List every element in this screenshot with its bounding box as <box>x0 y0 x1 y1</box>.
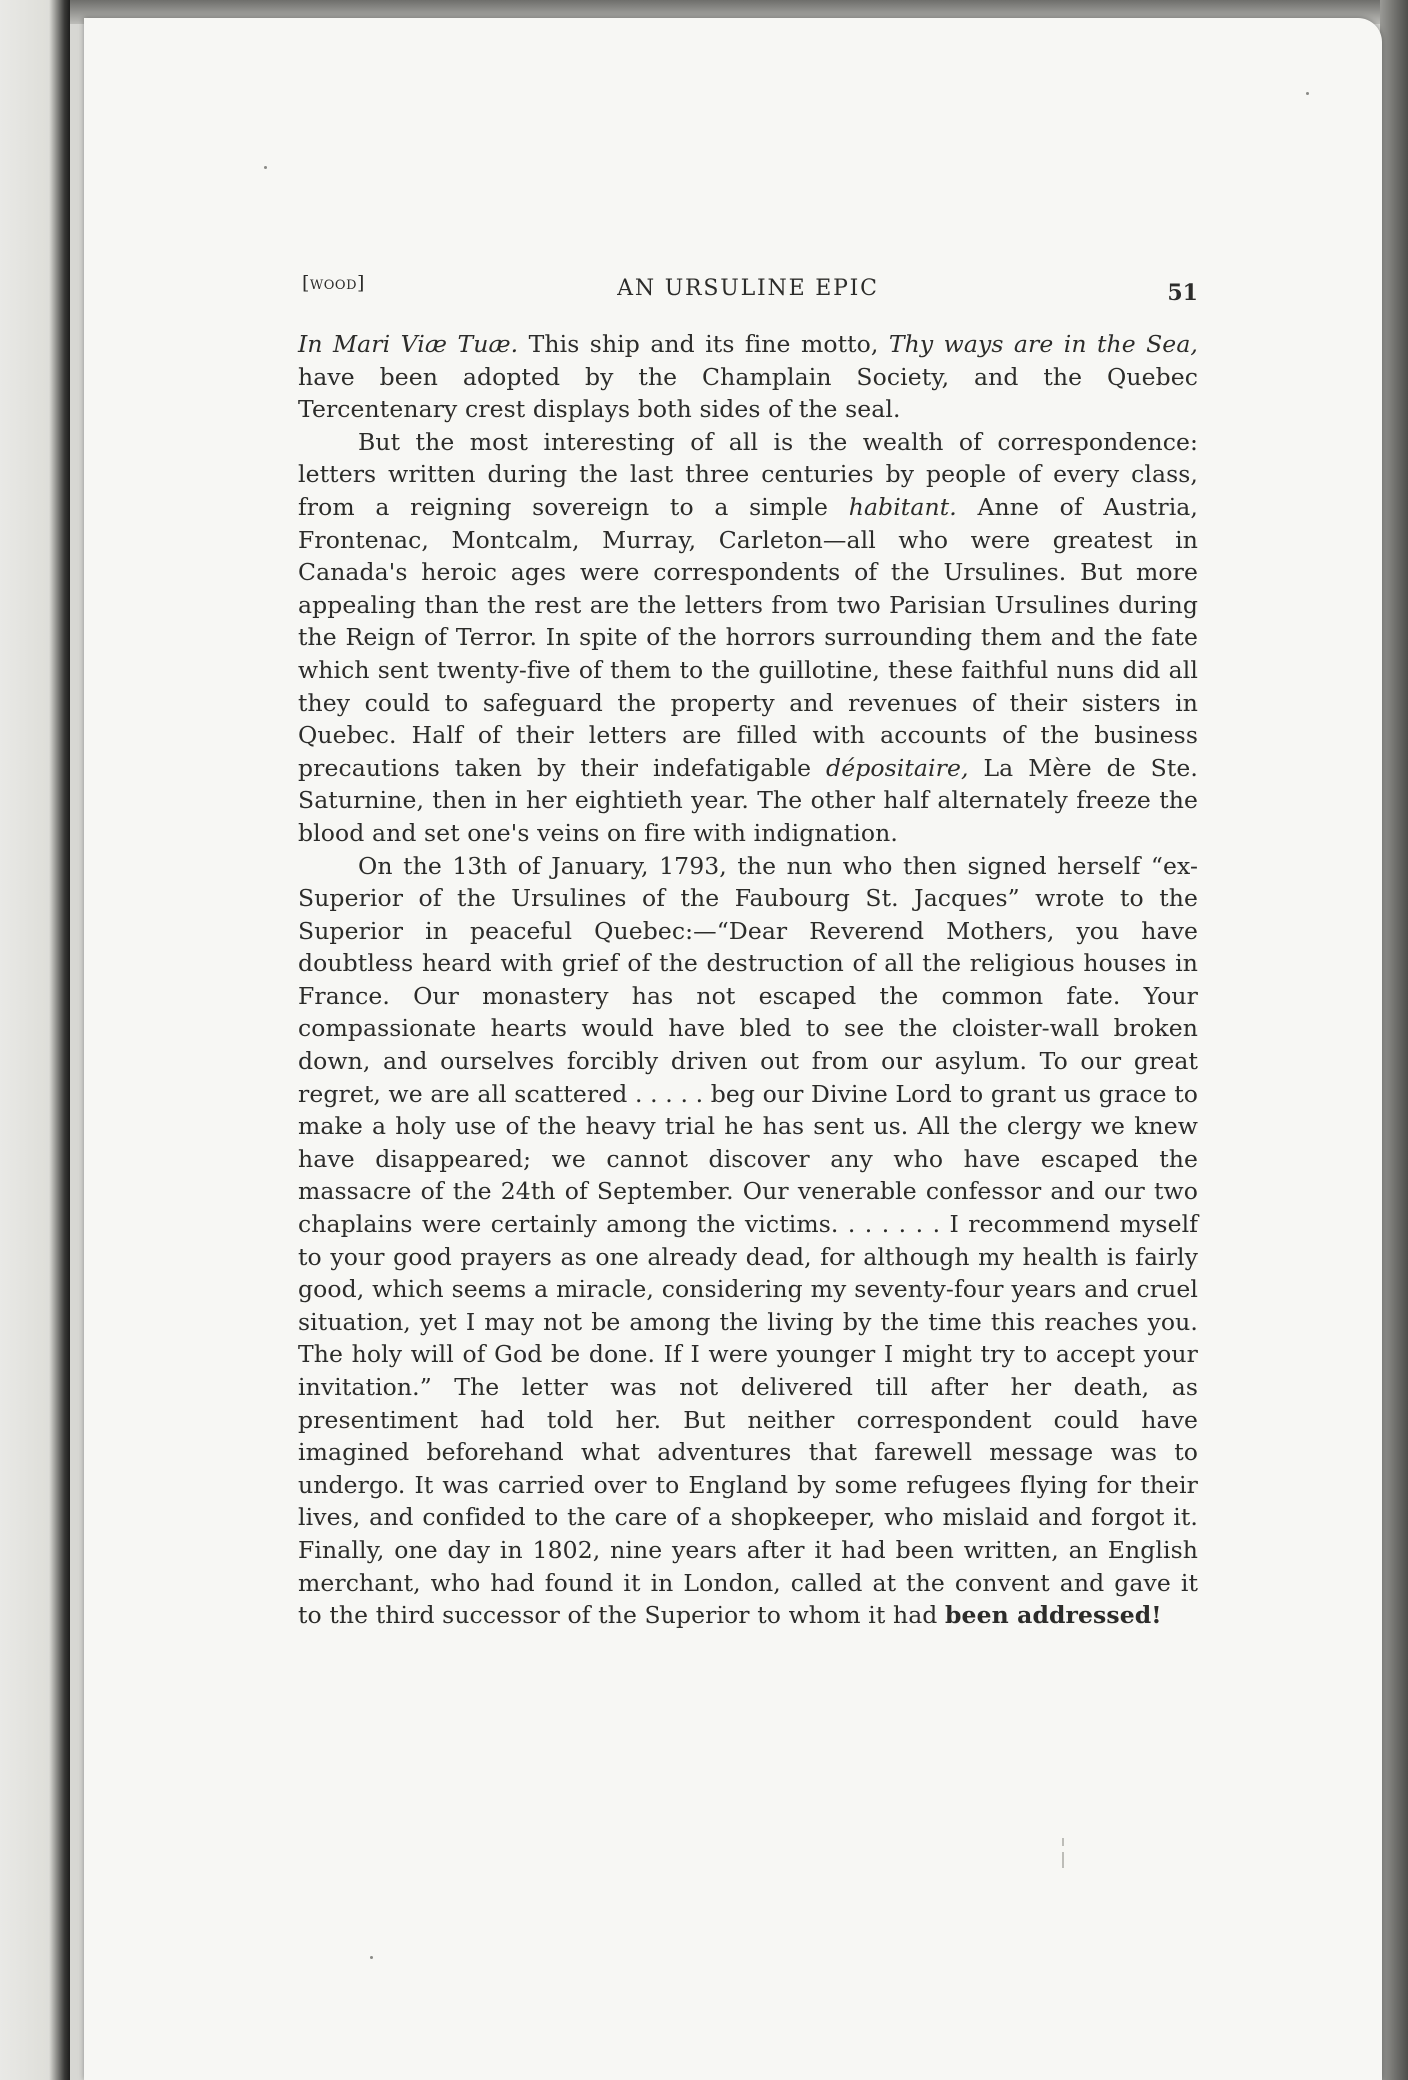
paragraph-2-text-1: But the most interesting of all is the wealth of correspondence: letters written during the last three centuries by people of every class, from a reigning sovereign to a simple <box>298 427 1198 521</box>
paragraph-1-text-2: have been adopted by the Champlain Society, and the Quebec Tercentenary crest displays both sides of the seal. <box>298 362 1198 424</box>
paper-speck <box>264 166 267 169</box>
running-head-title: AN URSULINE EPIC <box>617 276 879 301</box>
running-head-author: [wood] <box>302 272 365 294</box>
paragraph-1-italic-1: In Mari Viæ Tuæ. <box>298 330 519 358</box>
paragraph-2-italic-2: dépositaire, <box>826 753 969 782</box>
running-head <box>298 266 1198 310</box>
paragraph-3-closing: been addressed! <box>945 1601 1162 1630</box>
paragraph-2-text-2: Anne of Austria, Frontenac, Montcalm, Murray, Carleton—all who were greatest in Canada's heroic ages were correspondents of the Ursulines. But more appealing than the rest are the letters from two Parisian Ursulines during the Reign of Terror. In spite of the horrors surrounding them and the fate which sent twenty-five of them to the guillotine, these faithful nuns did all they could to safeguard the property and revenues of their sisters in Quebec. Half of their letters are filled with accounts of the business precautions taken by their indefatigable <box>298 492 1198 782</box>
page-number: 51 <box>1167 280 1198 306</box>
paragraph-3 <box>298 850 1198 1632</box>
left-page-edge <box>0 0 70 2080</box>
paragraph-2-text-3: La Mère de Ste. Saturnine, then in her eightieth year. The other half alternately freeze the blood and set one's veins on fire with indignation. <box>298 753 1198 847</box>
book-page <box>84 18 1382 2080</box>
paragraph-2-italic-1: habitant. <box>848 492 957 521</box>
paragraph-1-text-1: This ship and its fine motto, <box>518 330 889 358</box>
page-content <box>298 266 1198 1632</box>
margin-mark <box>1062 1838 1064 1868</box>
paragraph-2 <box>298 426 1198 850</box>
paper-speck <box>370 1956 373 1959</box>
paragraph-3-text-1: On the 13th of January, 1793, the nun who then signed herself “ex-Superior of the Ursulines of the Faubourg St. Jacques” wrote to the Superior in peaceful Quebec:—“Dear Reverend Mothers, you have doubtless heard with grief of the destruction of all the religious houses in France. Our monastery has not escaped the common fate. Your compassionate hearts would have bled to see the cloister-wall broken down, and ourselves forcibly driven out from our asylum. To our great regret, we are all scattered . . . . . beg our Divine Lord to grant us grace to make a holy use of the heavy trial he has sent us. All the clergy we knew have disappeared; we cannot discover any who have escaped the massacre of the 24th of September. Our venerable confessor and our two chaplains were certainly among the victims. . . . . . . I recommend myself to your good prayers as one already dead, for although my health is fairly good, which seems a miracle, considering my seventy-four years and cruel situation, yet I may not be among the living by the time this reaches you. The holy will of God be done. If I were younger I might try to accept your invitation.” The letter was not delivered till after her death, as presentiment had told her. But neither correspondent could have imagined beforehand what adventures that farewell message was to undergo. It was carried over to England by some refugees flying for their lives, and confided to the care of a shopkeeper, who mislaid and forgot it. Finally, one day in 1802, nine years after it had been written, an English merchant, who had found it in London, called at the convent and gave it to the third successor of the Superior to whom it had <box>298 851 1198 1630</box>
right-edge-shadow <box>1380 0 1408 2080</box>
paragraph-1 <box>298 328 1198 426</box>
paragraph-1-italic-2: Thy ways are in the Sea, <box>888 330 1198 358</box>
paper-speck <box>1306 92 1309 95</box>
